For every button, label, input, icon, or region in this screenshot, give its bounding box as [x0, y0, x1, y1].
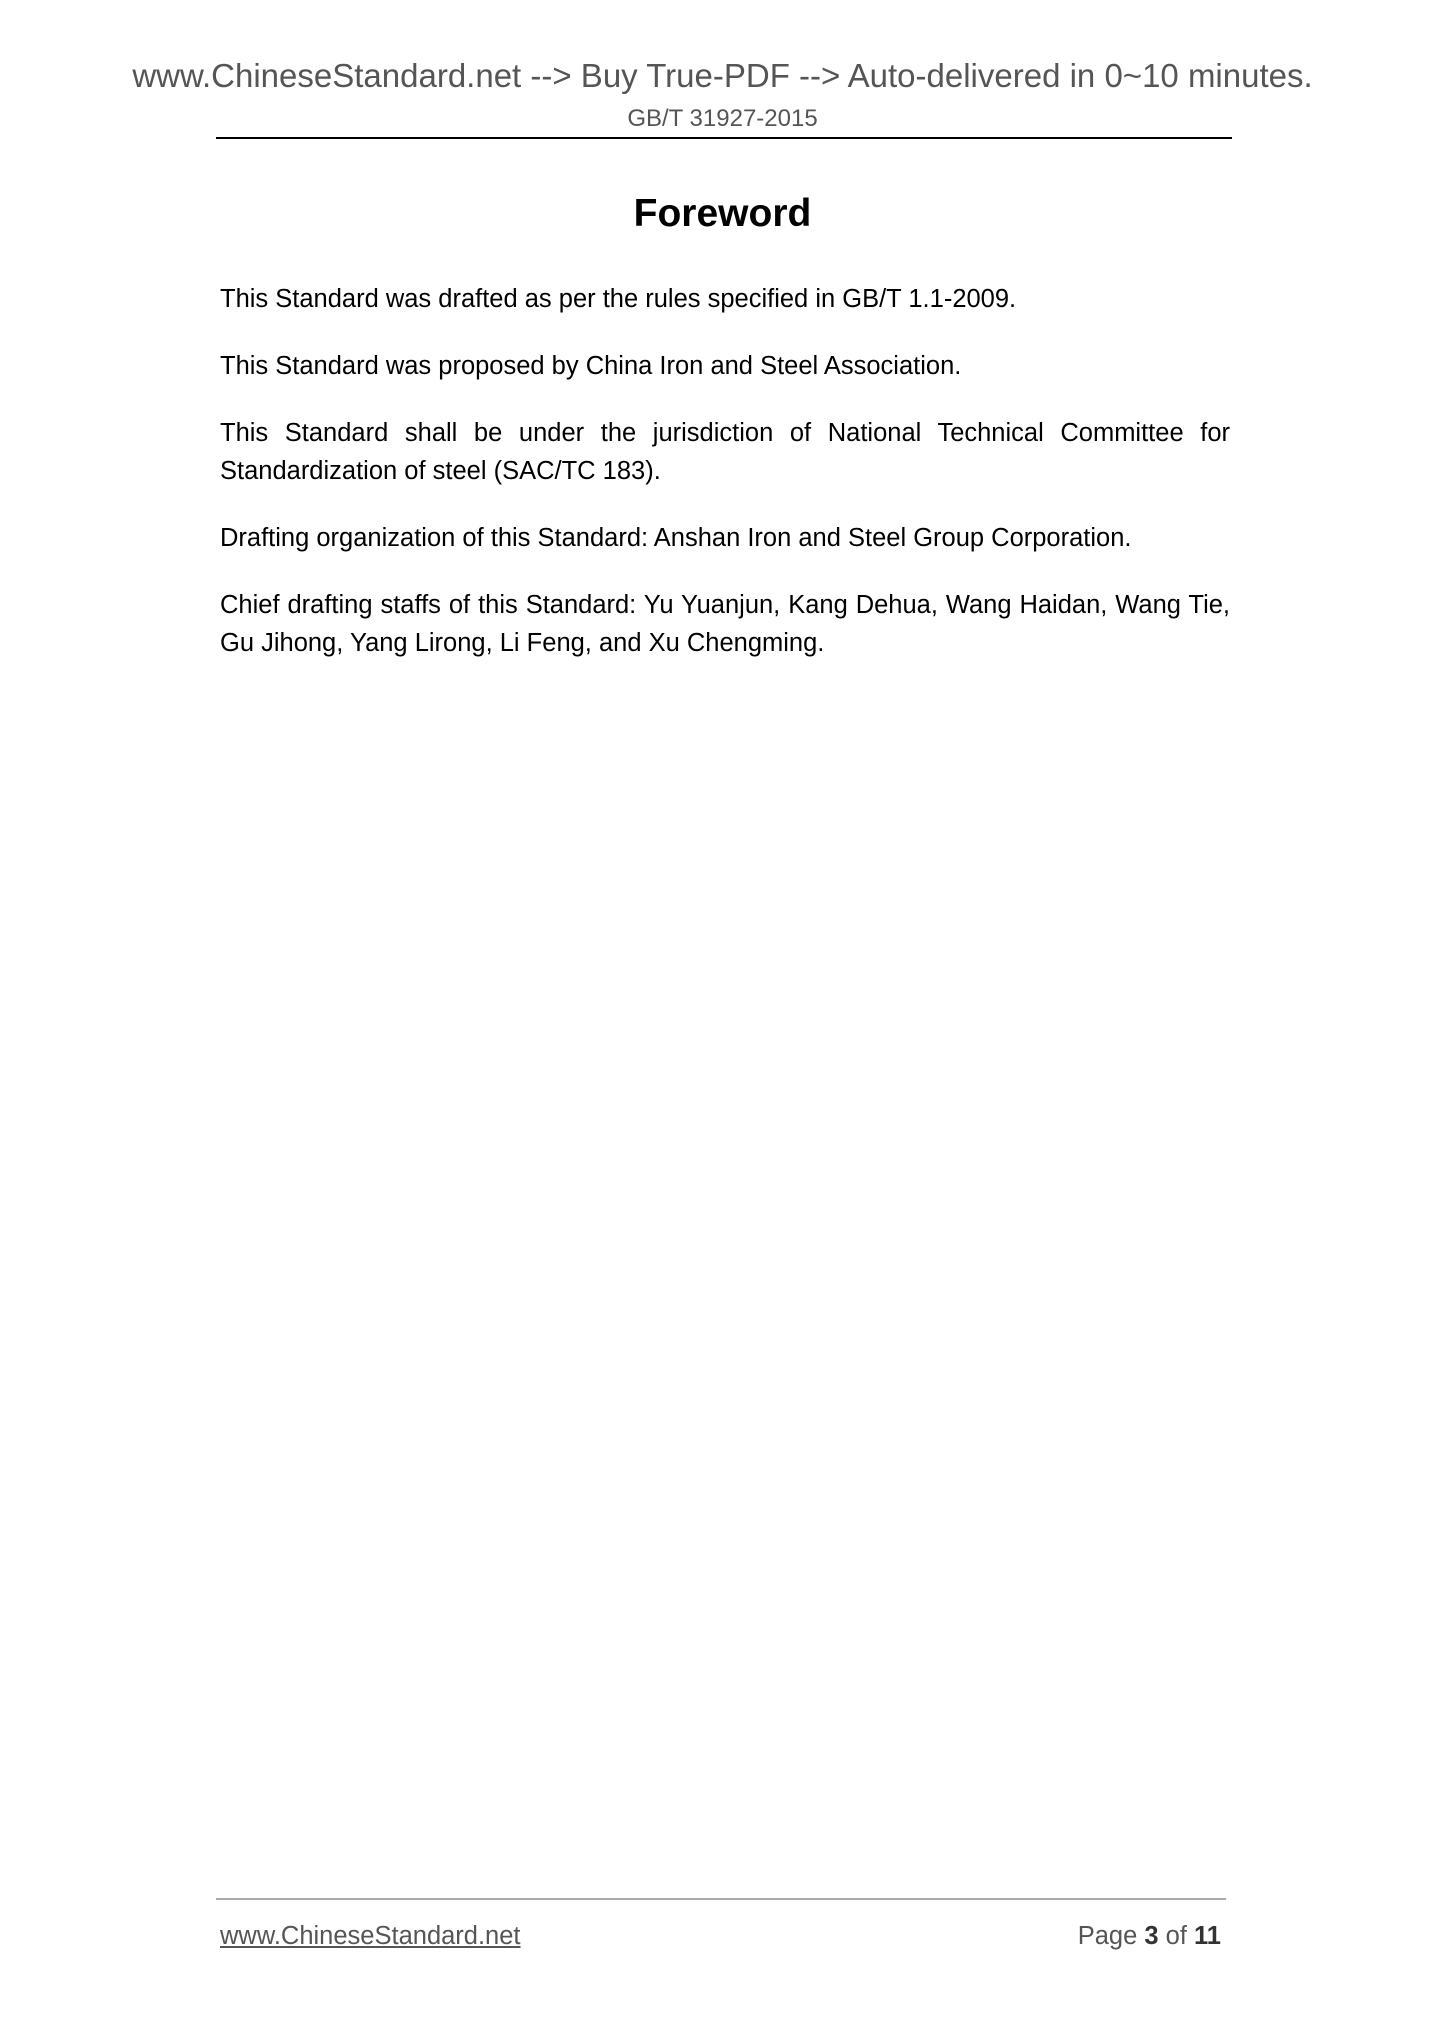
- header-banner: www.ChineseStandard.net --> Buy True-PDF --> Auto-delivered in 0~10 minutes.: [132, 57, 1313, 94]
- page-of: of: [1165, 1922, 1187, 1950]
- paragraph-drafting-organization: Drafting organization of this Standard: Anshan Iron and Steel Group Corporation.: [220, 524, 1132, 552]
- foreword-body: [220, 280, 1230, 691]
- page-current: 3: [1144, 1922, 1159, 1950]
- paragraph-proposer: This Standard was proposed by China Iron and Steel Association.: [220, 352, 962, 380]
- header-divider: [216, 137, 1232, 139]
- paragraph-drafting-rules: This Standard was drafted as per the rules specified in GB/T 1.1-2009.: [220, 285, 1017, 313]
- page-total: 11: [1194, 1922, 1221, 1950]
- footer-website-link[interactable]: www.ChineseStandard.net: [220, 1922, 521, 1950]
- document-code: GB/T 31927-2015: [627, 105, 818, 132]
- paragraph-jurisdiction: This Standard shall be under the jurisdiction of National Technical Committee for Standardization of steel (SAC/TC 183).: [220, 419, 1230, 485]
- page-prefix: Page: [1077, 1922, 1138, 1950]
- footer-divider: [216, 1898, 1226, 1900]
- page-number: [1078, 1920, 1221, 1952]
- page-title: Foreword: [633, 192, 812, 235]
- paragraph-chief-drafters: Chief drafting staffs of this Standard: Yu Yuanjun, Kang Dehua, Wang Haidan, Wang Tie, Gu Jihong, Yang Lirong, Li Feng, and Xu Chengming.: [220, 591, 1230, 657]
